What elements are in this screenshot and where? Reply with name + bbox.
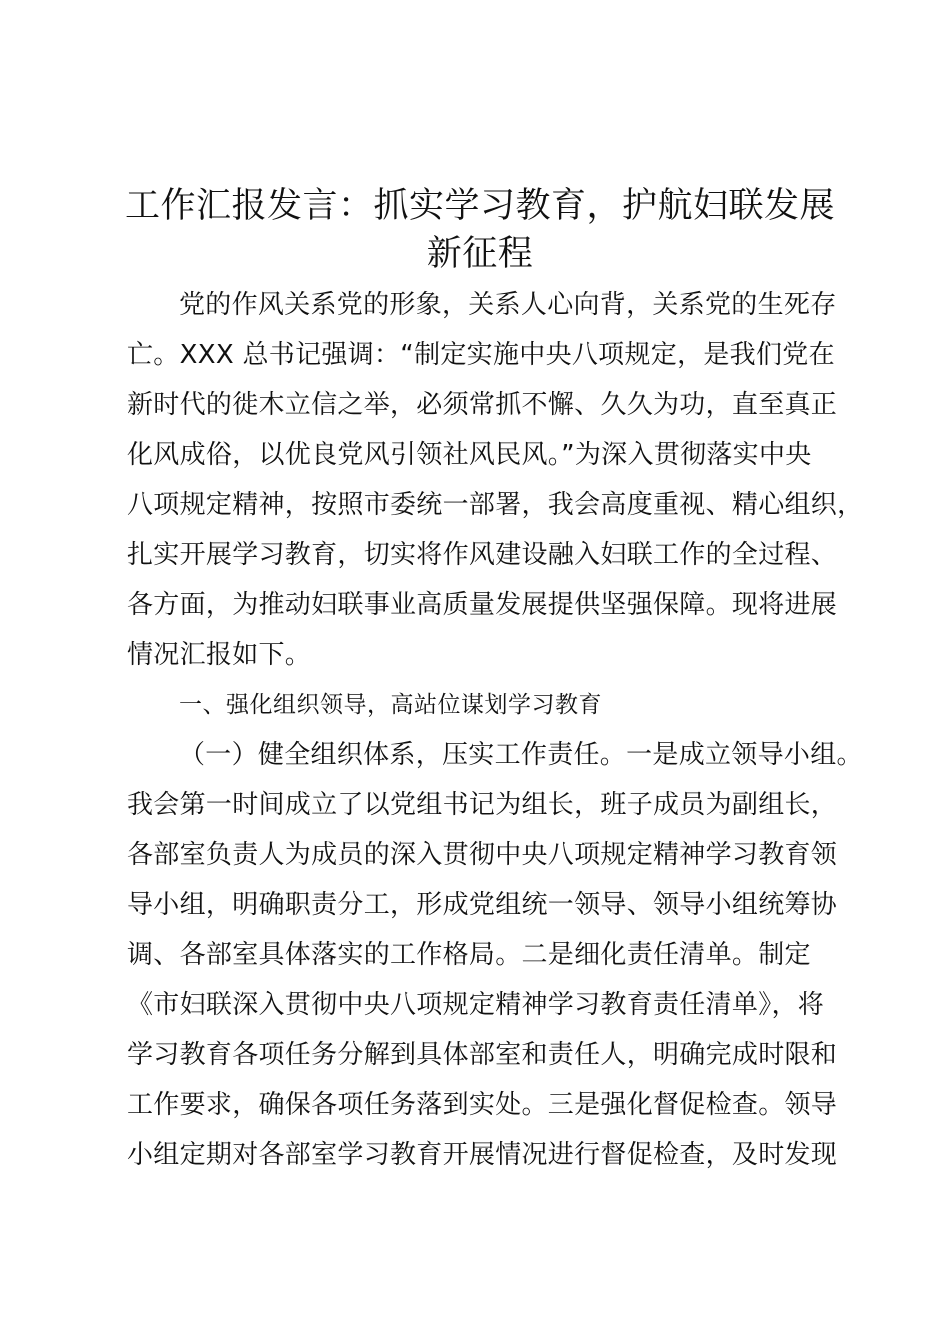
paragraph-line: 八项规定精神，按照市委统一部署，我会高度重视、精心组织， — [127, 490, 864, 520]
paragraph-line: 亡。XXX 总书记强调：“制定实施中央八项规定，是我们党在 — [127, 340, 835, 370]
paragraph-line: 化风成俗，以优良党风引领社风民风。”为深入贯彻落实中央 — [127, 440, 812, 470]
paragraph-line: （一）健全组织体系，压实工作责任。一是成立领导小组。 — [179, 740, 863, 770]
paragraph-line: 党的作风关系党的形象，关系人心向背，关系党的生死存 — [179, 290, 837, 320]
paragraph-line: 学习教育各项任务分解到具体部室和责任人，明确完成时限和 — [127, 1040, 838, 1070]
paragraph-line: 新时代的徙木立信之举，必须常抓不懈、久久为功，直至真正 — [127, 390, 838, 420]
paragraph-line: 各方面，为推动妇联事业高质量发展提供坚强保障。现将进展 — [127, 590, 838, 620]
paragraph-line: 情况汇报如下。 — [127, 640, 312, 670]
paragraph-line: 工作要求，确保各项任务落到实处。三是强化督促检查。领导 — [127, 1090, 838, 1120]
paragraph-line: 《市妇联深入贯彻中央八项规定精神学习教育责任清单》，将 — [127, 990, 825, 1020]
paragraph-line: 我会第一时间成立了以党组书记为组长，班子成员为副组长， — [127, 790, 838, 820]
document-title — [110, 182, 850, 278]
paragraph-line: 小组定期对各部室学习教育开展情况进行督促检查，及时发现 — [127, 1140, 838, 1170]
paragraph-line: 扎实开展学习教育，切实将作风建设融入妇联工作的全过程、 — [127, 540, 838, 570]
paragraph-line: 调、各部室具体落实的工作格局。二是细化责任清单。制定 — [127, 940, 811, 970]
title-line: 新征程 — [426, 234, 534, 274]
paragraph-line: 导小组，明确职责分工，形成党组统一领导、领导小组统筹协 — [127, 890, 838, 920]
document-body — [127, 280, 867, 1180]
title-line: 工作汇报发言：抓实学习教育，护航妇联发展 — [124, 186, 835, 226]
paragraph-line: 各部室负责人为成员的深入贯彻中央八项规定精神学习教育领 — [127, 840, 838, 870]
section-heading: 一、强化组织领导，高站位谋划学习教育 — [179, 692, 602, 718]
